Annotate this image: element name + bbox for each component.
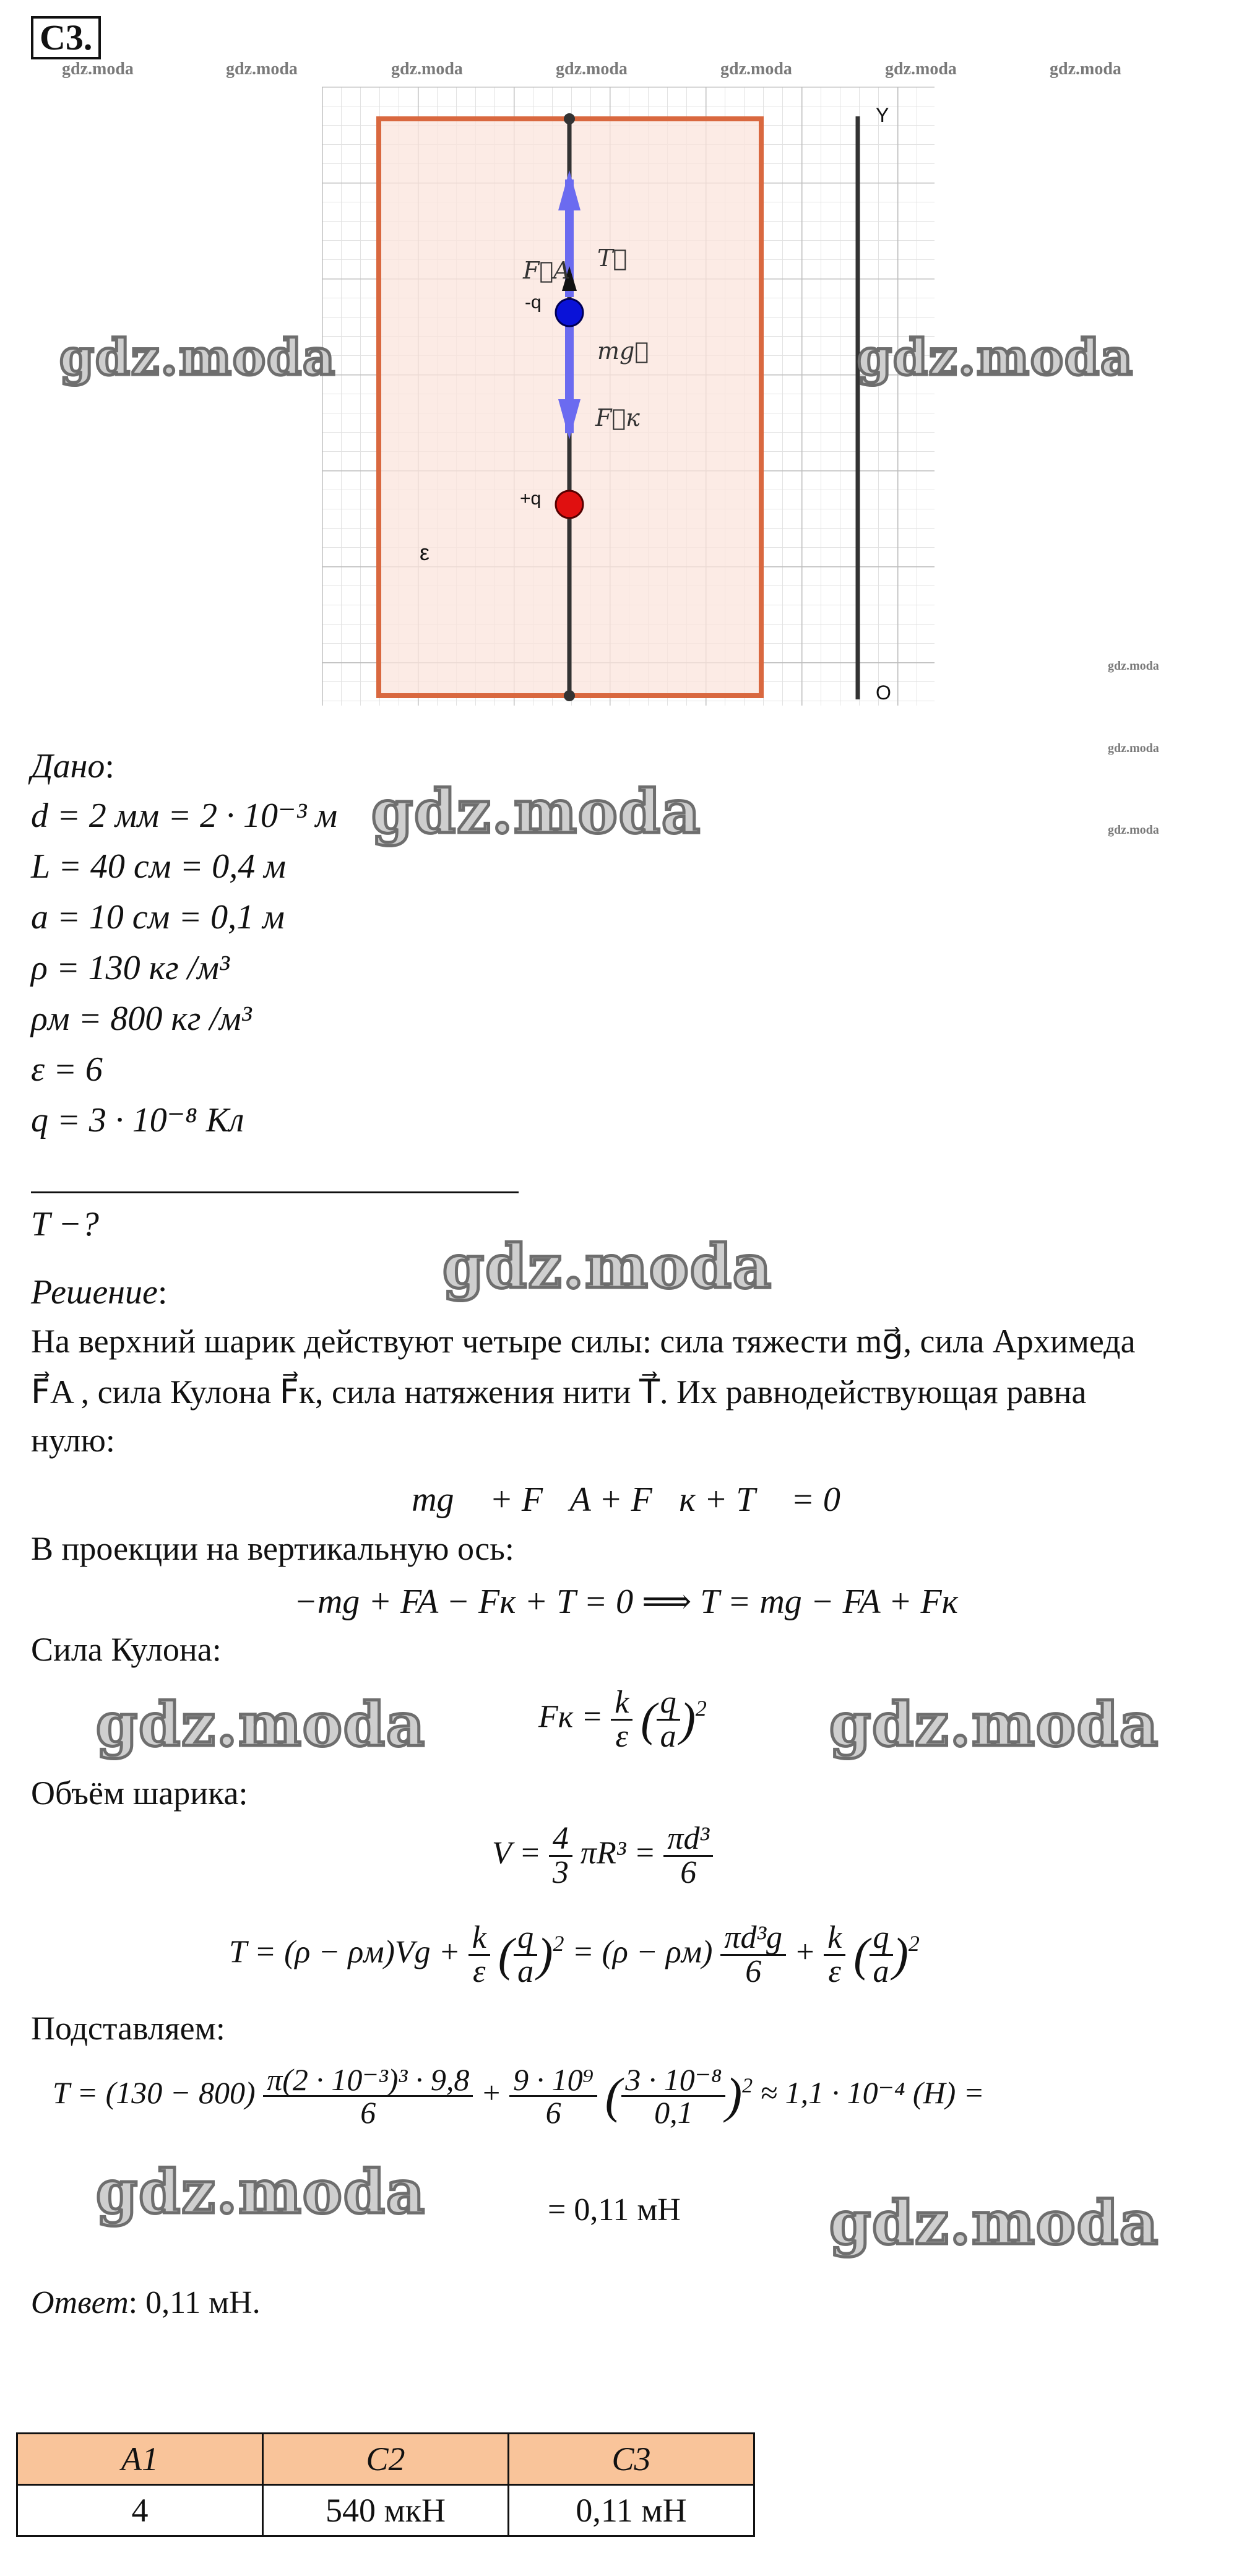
label-y-axis: Y	[876, 104, 889, 126]
table-header-cell: C3	[509, 2434, 754, 2485]
answer-line: Ответ: 0,11 мН.	[31, 2285, 261, 2320]
given-line: ρм = 800 кг /м³	[31, 1000, 252, 1038]
equation-volume: V = $\frac{4}{3}$ πR³ = $\frac{\text{πd³}}{6}$	[492, 1823, 713, 1889]
equation-substitution: T = (130 − 800) $\frac{\text{π(2 · 10⁻³)³ · 9,8}}{6}$ + $\frac{\text{9 · 10⁹}}{6}$ ( $\frac{\text{3 · 10⁻⁸}}{0,1}$ )$^2$ ≈ 1,1 · 10⁻⁴ (Н) =	[53, 2062, 985, 2130]
solution-text: F⃗A , сила Кулона F⃗к, сила натяжения нити T⃗. Их равнодействующая равна	[31, 1373, 1087, 1411]
table-cell: 540 мкН	[263, 2485, 509, 2536]
table-header-cell: A1	[17, 2434, 263, 2485]
solution-text: Сила Кулона:	[31, 1631, 222, 1668]
given-line: L = 40 см = 0,4 м	[31, 847, 287, 886]
solution-text: На верхний шарик действуют четыре силы: сила тяжести mg⃗, сила Архимеда	[31, 1323, 1136, 1360]
watermark-large: gdz.moda	[96, 2157, 426, 2227]
watermark-small: gdz.moda	[1050, 59, 1121, 79]
watermark-large: gdz.moda	[59, 328, 336, 386]
watermark-small: gdz.moda	[556, 59, 628, 79]
watermark-small: gdz.moda	[62, 59, 134, 79]
watermark-tiny: gdz.moda	[1108, 659, 1159, 673]
thread-top-point	[564, 113, 575, 124]
label-plus-q: +q	[520, 488, 542, 509]
label-tension: T⃗	[597, 244, 628, 272]
watermark-small: gdz.moda	[885, 59, 957, 79]
label-archimedes-force: F⃗A	[523, 257, 571, 284]
watermark-large: gdz.moda	[829, 1690, 1160, 1760]
minus-charge	[556, 299, 583, 326]
given-line: a = 10 см = 0,1 м	[31, 898, 285, 936]
given-line: d = 2 мм = 2 · 10⁻³ м	[31, 797, 338, 835]
physics-diagram	[322, 87, 941, 712]
given-line: ρ = 130 кг /м³	[31, 949, 230, 987]
task-label: С3.	[31, 16, 101, 59]
answer-table	[16, 2432, 755, 2537]
given-line: q = 3 · 10⁻⁸ Кл	[31, 1101, 244, 1139]
label-minus-q: -q	[525, 292, 542, 313]
watermark-large: gdz.moda	[371, 777, 702, 847]
watermark-small: gdz.moda	[226, 59, 298, 79]
solution-text: Объём шарика:	[31, 1774, 248, 1812]
solution-text: Подставляем:	[31, 2010, 225, 2047]
watermark-large: gdz.moda	[96, 1690, 426, 1760]
label-gravity: mg⃗	[597, 337, 649, 365]
watermark-small: gdz.moda	[720, 59, 792, 79]
watermark-large: gdz.moda	[443, 1232, 773, 1302]
given-divider	[31, 1191, 519, 1193]
watermark-small: gdz.moda	[391, 59, 463, 79]
label-coulomb-force: F⃗к	[595, 404, 640, 431]
watermark-tiny: gdz.moda	[1108, 741, 1159, 755]
table-cell: 0,11 мН	[509, 2485, 754, 2536]
given-line: ε = 6	[31, 1050, 103, 1089]
table-cell: 4	[17, 2485, 263, 2536]
plus-charge	[556, 491, 583, 518]
thread-bottom-point	[564, 690, 575, 701]
label-origin: O	[876, 681, 891, 704]
equation-forces: mg⃗ + F⃗A + F⃗к + T⃗ = 0	[412, 1480, 840, 1519]
given-heading: Дано:	[31, 747, 114, 785]
equation-coulomb: Fк = $\frac{k}{\varepsilon}$ ( $\frac{q}{a}$ )$^2$	[538, 1685, 707, 1754]
equation-result: = 0,11 мН	[548, 2192, 681, 2228]
watermark-tiny: gdz.moda	[1108, 823, 1159, 837]
label-epsilon: ε	[420, 540, 430, 565]
solution-text: нулю:	[31, 1422, 115, 1459]
equation-projection: −mg + FA − Fк + T = 0 ⟹ T = mg − FA + Fк	[294, 1583, 958, 1621]
unknown-quantity: T −?	[31, 1205, 99, 1243]
watermark-large: gdz.moda	[829, 2188, 1160, 2258]
equation-tension-formula: T = (ρ − ρм)Vg + $\frac{k}{\varepsilon}$ ( $\frac{q}{a}$ )$^2$ = (ρ − ρм) $\frac{\text{πd³g}}{6}$ + $\frac{k}{\varepsilon}$ ( $\frac{q}{a}$ )$^2$	[229, 1920, 920, 1989]
watermark-large: gdz.moda	[857, 328, 1134, 386]
solution-text: В проекции на вертикальную ось:	[31, 1530, 514, 1567]
solution-heading: Решение:	[31, 1273, 168, 1312]
table-header-cell: C2	[263, 2434, 509, 2485]
